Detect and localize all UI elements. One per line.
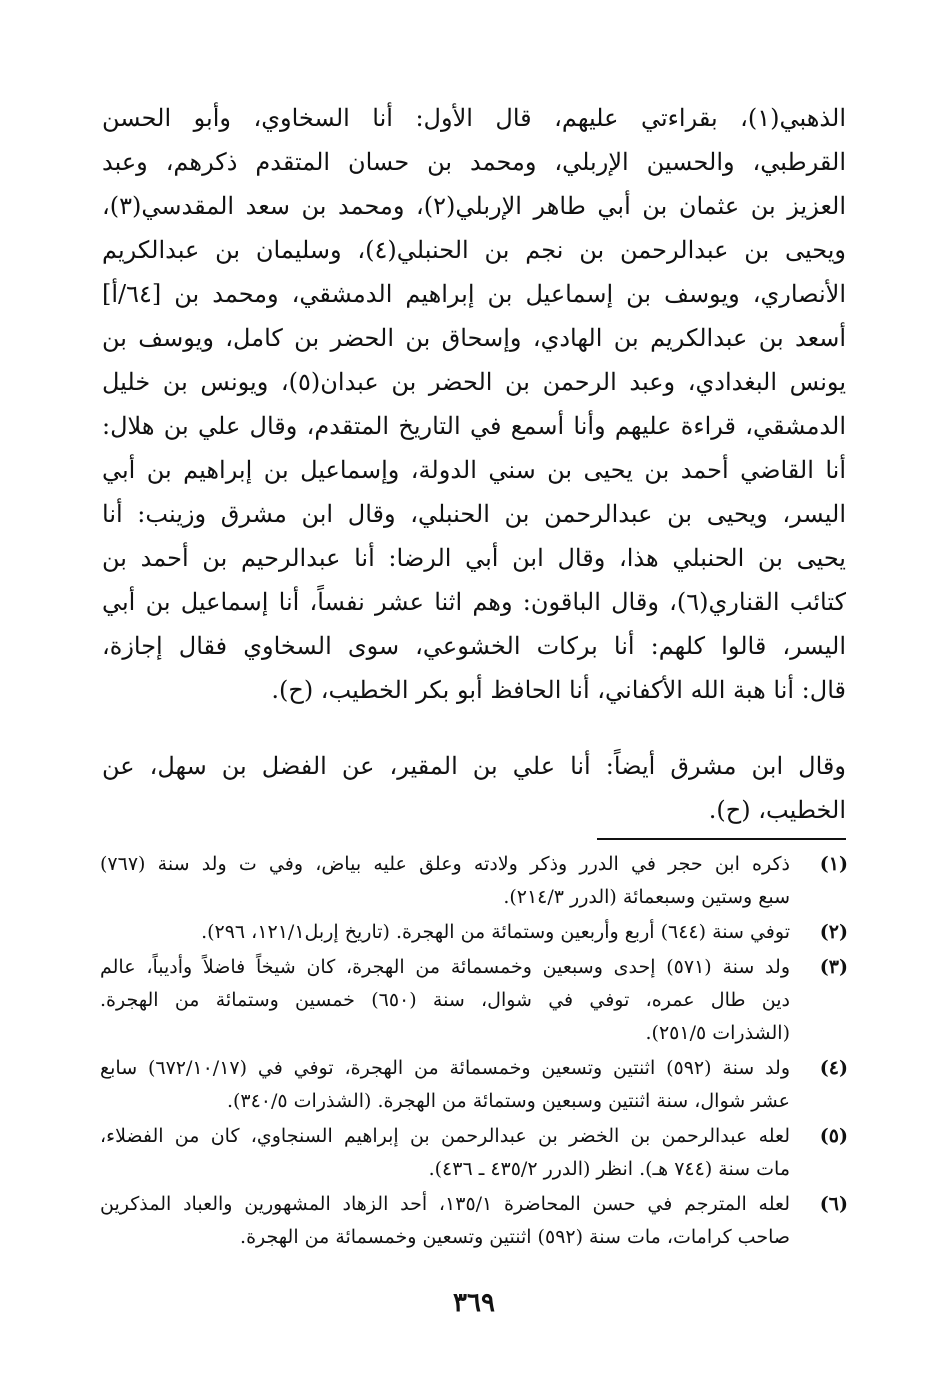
footnotes <box>100 848 848 1256</box>
text-line: الذهبي(١)، بقراءتي عليهم، قال الأول: أنا السخاوي، وأبو الحسن <box>102 104 846 132</box>
footnote-line: دين طال عمره، توفي في شوال، سنة (٦٥٠) خمسين وستمائة من الهجرة. <box>100 989 790 1011</box>
text-line: أنا القاضي أحمد بن يحيى بن سني الدولة، وإسماعيل بن إبراهيم بن أبي <box>102 456 846 484</box>
footnote-line: لعله المترجم في حسن المحاضرة ١٣٥/١، أحد الزهاد المشهورين والعباد المذكرين <box>100 1193 790 1215</box>
text-line: الأنصاري، ويوسف بن إسماعيل بن إبراهيم الدمشقي، ومحمد بن [٦٤/أ] <box>102 280 846 308</box>
text-line: كتائب القناري(٦)، وقال الباقون: وهم اثنا عشر نفساً، أنا إسماعيل بن أبي <box>102 588 846 616</box>
text-line: ويحيى بن عبدالرحمن بن نجم بن الحنبلي(٤)، وسليمان بن عبدالكريم <box>102 236 846 264</box>
footnote <box>100 848 848 914</box>
text-line: يونس البغدادي، وعبد الرحمن بن الحضر بن عبدان(٥)، ويونس بن خليل <box>102 368 846 396</box>
text-line: أسعد بن عبدالكريم بن الهادي، وإسحاق بن الحضر بن كامل، ويوسف بن <box>102 324 846 352</box>
footnote-line: لعله عبدالرحمن بن الخضر بن عبدالرحمن بن إبراهيم السنجاوي، كان من الفضلاء، <box>100 1125 790 1147</box>
text-line: يحيى بن الحنبلي هذا، وقال ابن أبي الرضا: أنا عبدالرحيم بن أحمد بن <box>102 544 846 572</box>
page-number: ٣٦٩ <box>453 1288 495 1318</box>
footnote-number: (٤) <box>819 1057 848 1079</box>
footnote-line: ذكره ابن حجر في الدرر وذكر ولادته وعلق عليه بياض، وفي ت ولد سنة (٧٦٧) <box>100 853 790 875</box>
paragraph-1 <box>102 96 846 712</box>
text-line: القرطبي، والحسين الإربلي، ومحمد بن حسان المتقدم ذكرهم، وعبد <box>102 148 846 176</box>
footnote-line: مات سنة (٧٤٤ هـ). انظر (الدرر ٤٣٥/٢ ـ ٤٣٦). <box>428 1158 790 1180</box>
main-text <box>102 96 846 832</box>
footnote <box>100 1188 848 1254</box>
footnote-line: (الشذرات ٢٥١/٥). <box>645 1022 790 1044</box>
text-line: الخطيب، (ح). <box>708 796 846 824</box>
footnote <box>100 916 848 949</box>
paragraph-2 <box>102 744 846 832</box>
footnote-number: (٢) <box>819 921 848 943</box>
text-line: العزيز بن عثمان بن أبي طاهر الإربلي(٢)، ومحمد بن سعد المقدسي(٣)، <box>102 192 846 220</box>
footnote-line: سبع وستين وسبعمائة (الدرر ٢١٤/٣). <box>503 886 790 908</box>
footnote-number: (١) <box>819 853 848 875</box>
footnote-line: توفي سنة (٦٤٤) أربع وأربعين وستمائة من الهجرة. (تاريخ إربل١٢١/١، ٢٩٦). <box>201 921 790 943</box>
footnote-line: عشر شوال، سنة اثنتين وسبعين وستمائة من الهجرة. (الشذرات ٣٤٠/٥). <box>226 1090 790 1112</box>
text-line: وقال ابن مشرق أيضاً: أنا علي بن المقير، عن الفضل بن سهل، عن <box>102 752 846 780</box>
footnote-number: (٥) <box>819 1125 848 1147</box>
footnote-number: (٣) <box>819 956 848 978</box>
footnote-line: صاحب كرامات، مات سنة (٥٩٢) اثنتين وتسعين وخمسمائة من الهجرة. <box>240 1226 790 1248</box>
footnote-line: ولد سنة (٥٧١) إحدى وسبعين وخمسمائة من الهجرة، كان شيخاً فاضلاً وأديباً، عالم <box>100 956 790 978</box>
footnote-number: (٦) <box>819 1193 848 1215</box>
footnote-line: ولد سنة (٥٩٢) اثنتين وتسعين وخمسمائة من الهجرة، توفي في (٦٧٢/١٠/١٧) سابع <box>100 1057 790 1079</box>
text-line: الدمشقي، قراءة عليهم وأنا أسمع في التاريخ المتقدم، وقال علي بن هلال: <box>102 412 846 440</box>
footnote-separator <box>597 838 846 840</box>
footnote <box>100 951 848 1050</box>
text-line: اليسر، ويحيى بن عبدالرحمن بن الحنبلي، وقال ابن مشرق وزينب: أنا <box>102 500 846 528</box>
text-line: قال: أنا هبة الله الأكفاني، أنا الحافظ أبو بكر الخطيب، (ح). <box>271 676 846 704</box>
footnote <box>100 1120 848 1186</box>
text-line: اليسر، قالوا كلهم: أنا بركات الخشوعي، سوى السخاوي فقال إجازة، <box>102 632 846 660</box>
footnote <box>100 1052 848 1118</box>
